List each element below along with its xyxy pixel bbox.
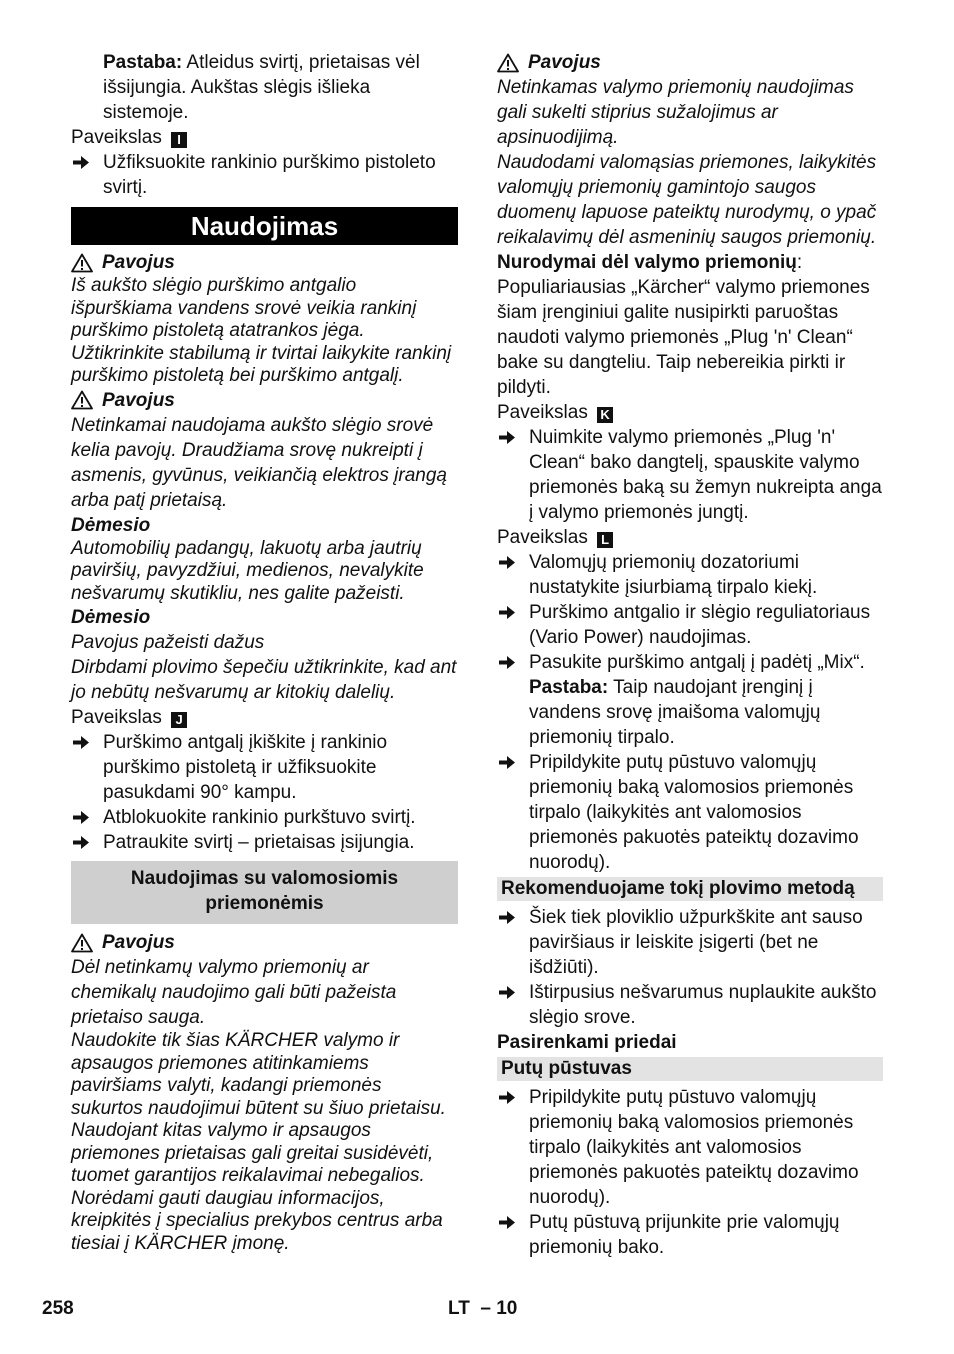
section-title: Naudojimas — [71, 207, 458, 245]
instruction-item — [497, 1210, 883, 1260]
warning-triangle-icon — [71, 933, 93, 953]
danger-title: Pavojus — [528, 52, 601, 73]
arrow-right-icon — [497, 1085, 517, 1110]
instruction-item — [497, 750, 883, 875]
caution-text: Automobilių padangų, lakuotų arba jautrių paviršių, pavyzdžiui, medienos, nevalykite nešvarumų skutikliu, nes galite pažeisti. — [71, 537, 424, 604]
note-label: Pastaba: — [529, 677, 609, 698]
figure-letter-badge: J — [171, 712, 187, 728]
figure-letter-badge: K — [597, 407, 613, 423]
note-label: Pastaba: — [103, 52, 183, 73]
danger-heading — [71, 388, 458, 413]
arrow-right-icon — [71, 830, 91, 855]
arrow-right-icon — [497, 550, 517, 575]
instruction-item — [497, 1085, 883, 1210]
instruction-text: Purškimo antgalio ir slėgio reguliatoriaus (Vario Power) naudojimas. — [529, 602, 871, 648]
warning-triangle-icon — [71, 253, 93, 273]
caution-title: Dėmesio — [71, 607, 151, 628]
arrow-right-icon — [497, 650, 517, 675]
hint-text: : Populiariausias „Kärcher“ valymo priemones šiam įrenginiui galite nusipirkti paruoštas naudoti valymo priemonės „Plug 'n' Clean“ bake su dangteliu. Taip nebereikia pirkti ir pildyti. — [497, 252, 870, 398]
figure-label: Paveikslas — [497, 402, 588, 423]
warning-triangle-icon — [497, 53, 519, 73]
instruction-item — [497, 905, 883, 980]
instruction-text: Šiek tiek ploviklio užpurkškite ant sauso paviršiaus ir leiskite įsigerti (bet ne išdžiūti). — [529, 907, 863, 978]
method-title: Rekomenduojame tokį plovimo metodą — [497, 877, 883, 901]
arrow-right-icon — [497, 905, 517, 930]
danger-title: Pavojus — [102, 389, 175, 411]
note-paragraph — [71, 50, 458, 125]
figure-label: Paveikslas — [71, 127, 162, 148]
instruction-item — [71, 805, 458, 830]
figure-letter-badge: L — [597, 532, 613, 548]
instruction-text: Atblokuokite rankinio purkštuvo svirtį. — [103, 807, 416, 828]
figure-reference — [497, 400, 883, 425]
figure-reference — [71, 125, 458, 150]
arrow-right-icon — [71, 150, 91, 175]
danger-heading — [497, 50, 883, 75]
figure-label: Paveikslas — [497, 527, 588, 548]
right-column — [497, 50, 883, 1260]
arrow-right-icon — [497, 600, 517, 625]
arrow-right-icon — [71, 730, 91, 755]
note-text: Taip naudojant įrenginį į vandens srovę įmaišoma valomųjų priemonių tirpalo. — [529, 677, 821, 748]
instruction-text: Putų pūstuvą prijunkite prie valomųjų priemonių bako. — [529, 1212, 840, 1258]
figure-reference — [497, 525, 883, 550]
arrow-right-icon — [497, 1210, 517, 1235]
note-paragraph — [497, 675, 883, 750]
arrow-right-icon — [497, 425, 517, 450]
arrow-right-icon — [71, 805, 91, 830]
page-number: 258 — [42, 1298, 74, 1319]
instruction-item — [497, 650, 883, 675]
danger-text: Netinkamas valymo priemonių naudojimas gali sukelti stiprius sužalojimus ar apsinuodijimą. — [497, 77, 854, 148]
danger-title: Pavojus — [102, 932, 175, 953]
instruction-item — [71, 830, 458, 855]
caution-text: Dirbdami plovimo šepečiu užtikrinkite, kad ant jo nebūtų nešvarumų ar kitokių dalelių. — [71, 657, 457, 703]
instruction-text: Valomųjų priemonių dozatoriumi nustatykite įsiurbiamą tirpalo kiekį. — [529, 552, 818, 598]
danger-heading — [71, 930, 458, 955]
danger-text: Iš aukšto slėgio purškimo antgalio išpurškiama vandens srovė veikia rankinį purškimo pistoletą atatrankos jėga. Užtikrinkite stabilumą ir tvirtai laikykite rankinį purškimo pistoletą bei purškimo antgalį. — [71, 275, 452, 386]
subsection-title: Naudojimas su valomosiomis priemonėmis — [71, 861, 458, 924]
danger-heading — [71, 250, 458, 275]
arrow-right-icon — [497, 980, 517, 1005]
instruction-text: Pripildykite putų pūstuvo valomųjų priemonių baką valomosios priemonės tirpalo (laikykitės ant valomosios priemonės pakuotės pateiktų dozavimo nuorodų). — [529, 752, 859, 873]
instruction-text: Ištirpusius nešvarumus nuplaukite aukšto slėgio srove. — [529, 982, 877, 1028]
caution-title: Dėmesio — [71, 514, 151, 536]
instruction-text: Pripildykite putų pūstuvo valomųjų priemonių baką valomosios priemonės tirpalo (laikykitės ant valomosios priemonės pakuotės pateiktų dozavimo nuorodų). — [529, 1087, 859, 1208]
instruction-text: Patraukite svirtį – prietaisas įsijungia. — [103, 832, 415, 853]
instruction-item — [71, 150, 458, 200]
instruction-item — [71, 730, 458, 805]
note-text: Atleidus svirtį, prietaisas vėl išsijungia. Aukštas slėgis išlieka sistemoje. — [103, 52, 420, 123]
foam-title: Putų pūstuvas — [497, 1057, 883, 1081]
figure-reference — [71, 705, 458, 730]
instruction-item — [497, 550, 883, 600]
instruction-text: Nuimkite valymo priemonės „Plug 'n' Clean“ bako dangtelį, spauskite valymo priemonės baką su žemyn nukreipta anga į valymo priemonės jungtį. — [529, 427, 882, 523]
language-page-label: LT – 10 — [448, 1298, 518, 1319]
hint-paragraph — [497, 250, 883, 400]
instruction-text: Užfiksuokite rankinio purškimo pistoleto svirtį. — [103, 152, 436, 198]
instruction-text: Pasukite purškimo antgalį į padėtį „Mix“. — [529, 652, 865, 673]
danger-title: Pavojus — [102, 252, 175, 273]
instruction-item — [497, 980, 883, 1030]
danger-text: Netinkamai naudojama aukšto slėgio srovė kelia pavojų. Draudžiama srovę nukreipti į asmenis, gyvūnus, veikiančią elektros įrangą arba patį prietaisą. — [71, 414, 447, 511]
danger-text: Dėl netinkamų valymo priemonių ar chemikalų naudojimo gali būti pažeista prietaiso sauga. — [71, 957, 397, 1028]
figure-label: Paveikslas — [71, 707, 162, 728]
instruction-text: Purškimo antgalį įkiškite į rankinio purškimo pistoletą ir užfiksuokite pasukdami 90° kampu. — [103, 732, 388, 803]
caution-subtitle: Pavojus pažeisti dažus — [71, 632, 265, 653]
hint-label: Nurodymai dėl valymo priemonių — [497, 252, 797, 273]
figure-letter-badge: I — [171, 132, 187, 148]
left-column — [71, 50, 458, 1255]
warning-triangle-icon — [71, 390, 93, 410]
danger-text: Naudokite tik šias KÄRCHER valymo ir apsaugos priemones atitinkamiems paviršiams valyti, kadangi priemonės sukurtos naudojimui būtent su šiuo prietaisu. Naudojant kitas valymo ir apsaugos priemones prietaisas gali greitai susidėvėti, tuomet garantijos reikalavimai nebegalios. Norėdami gauti daugiau informacijos, kreipkitės į specialius prekybos centrus arba tiesiai į KÄRCHER įmonę. — [71, 1030, 446, 1254]
instruction-item — [497, 600, 883, 650]
danger-text: Naudodami valomąsias priemones, laikykitės valomųjų priemonių gamintojo saugos duomenų lapuose pateiktų nurodymų, o ypač reikalavimų dėl asmeninių saugos priemonių. — [497, 152, 877, 248]
arrow-right-icon — [497, 750, 517, 775]
instruction-item — [497, 425, 883, 525]
optional-accessories-title: Pasirenkami priedai — [497, 1032, 677, 1053]
